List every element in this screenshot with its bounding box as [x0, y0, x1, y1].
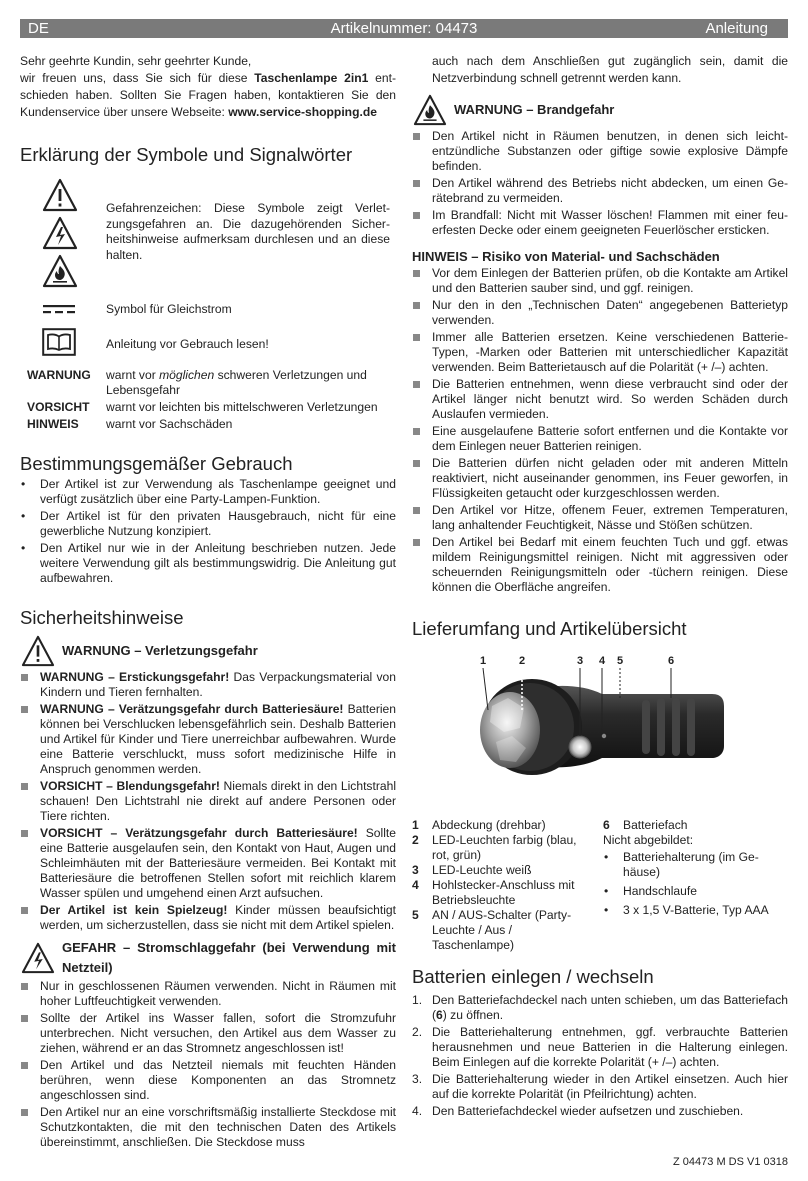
list-item: Die Batterien entnehmen, wenn diese verbraucht sind oder der Artikel länger nicht benutzt wird. So werden Schäden durch Auslaufen vermieden. — [412, 377, 788, 422]
list-item: • Der Artikel ist für den privaten Hausgebrauch, nicht für eine gewerbliche Nutzung konzipiert. — [20, 509, 396, 539]
item-text: Sollte eine Batterie ausgelaufen sein, den Kontakt von Haut, Augen und Schleimhäuten mit der Batteriesäure vermeiden. Bei Kontakt mit Batteriesäure die betroffenen Stellen sofort mit reichlich klarem Wasser spülen und umgehend einen Arzt aufsuchen. — [40, 826, 396, 900]
item-bold: Der Artikel ist kein Spielzeug! — [40, 903, 228, 917]
intro-paragraph — [20, 70, 396, 121]
safety-heading: Sicherheitshinweise — [20, 607, 184, 628]
signal-desc-italic: möglichen — [159, 368, 215, 382]
product-name: Taschenlampe 2in1 — [254, 71, 369, 85]
list-item: Den Artikel bei Bedarf mit einem feuchten Tuch und ggf. etwas mildem Reinigungsmittel reinigen. Nicht mit aggressiven oder scheuernden Reinigungsmitteln oder -tüchern reinigen. Diese können die Oberfläche angreifen. — [412, 535, 788, 595]
step-text: Die Batteriehalterung entnehmen, ggf. verbrauchte Batterien herausnehmen und neue Batterien in die Halterung einlegen. Beim Einlegen auf die korrekte Polarität (+ /–) achten. — [432, 1025, 788, 1069]
intro-text-1: wir freuen uns, dass Sie sich für diese — [20, 71, 255, 85]
electric-danger-header — [20, 939, 396, 977]
step-number: 4. — [412, 1104, 423, 1118]
dc-symbol-row — [20, 302, 396, 324]
item-bold: WARNUNG – Verätzungsgefahr durch Batteriesäure! — [40, 702, 344, 716]
list-item: Den Artikel und das Netzteil niemals mit feuchten Händen berühren, wenn diese Komponenten an das Stromnetz angeschlossen sind. — [20, 1058, 396, 1103]
left-column — [20, 53, 396, 1150]
list-item: Vor dem Einlegen der Batterien prüfen, ob die Kontakte am Artikel und den Batterien sauber sind, und ggf. reinigen. — [412, 266, 788, 296]
list-item: • Den Artikel nur wie in der Anleitung beschrieben nutzen. Jede weitere Verwendung gilt als bestimmungswidrig. Die Anleitung gut aufbewahren. — [20, 541, 396, 586]
dc-symbol-label: Symbol für Gleichstrom — [106, 302, 232, 316]
manual-symbol-label: Anleitung vor Gebrauch lesen! — [106, 337, 269, 351]
read-manual-icon — [42, 328, 76, 356]
part-label: Hohlstecker-Anschluss mit Betriebsleuchte — [432, 878, 575, 907]
list-item — [412, 1072, 788, 1102]
product-illustration — [412, 650, 788, 800]
item-text: Batterien können bei Verschlucken lebensgefährlich sein. Deshalb Batterien und Artikel für Kinder und Tiere unerreichbar aufbewahren. Wurde eine Batterie verschluckt, muss sofort medizinische Hilfe in Anspruch genommen werden. — [40, 702, 396, 776]
website-link[interactable]: www.service-shopping.de — [228, 105, 377, 119]
list-item — [20, 826, 396, 901]
callout-number: 6 — [668, 655, 675, 667]
injury-warning-title: WARNUNG – Verletzungsgefahr — [62, 643, 258, 658]
usage-heading: Bestimmungsgemäßer Gebrauch — [20, 453, 293, 474]
part-number: 5 — [412, 908, 419, 922]
list-item: Den Artikel nicht in Räumen benutzen, in denen sich leichtentzündliche Substanzen oder giftige sowie explosive Dämpfe befinden. — [412, 129, 788, 174]
fire-warning-list — [412, 129, 788, 238]
list-item — [412, 863, 597, 878]
not-shown-list — [603, 850, 788, 918]
part-label: Abdeckung (drehbar) — [432, 818, 546, 832]
signal-desc-post: schweren Verletzungen und Lebensgefahr — [106, 368, 367, 397]
part-6 — [603, 818, 788, 833]
parts-list-left — [412, 818, 597, 953]
intro-text-2: entschieden haben. Sollten Sie Fragen haben, kontaktieren Sie den Kundenservice über unsere Webseite: — [20, 71, 396, 119]
step-number: 2. — [412, 1025, 423, 1039]
usage-list — [20, 477, 396, 586]
parts-list — [412, 818, 788, 954]
list-item — [412, 993, 788, 1023]
callout-number: 3 — [577, 655, 584, 667]
hazard-symbol-description: Gefahrenzeichen: Diese Symbole zeigt Verletzungsgefahren an. Die dazugehörenden Sicherheitshinweise aufmerksam durchlesen und an diese halten. — [106, 201, 390, 262]
callout-number: 4 — [599, 655, 606, 667]
step-text: Den Batteriefachdeckel wieder aufsetzen und zuschieben. — [432, 1104, 744, 1118]
list-item — [412, 1104, 788, 1119]
contents-heading: Lieferumfang und Artikelübersicht — [412, 618, 687, 639]
list-item: Nur in geschlossenen Räumen verwenden. Nicht in Räumen mit hoher Luftfeuchtigkeit verwenden. — [20, 979, 396, 1009]
list-item: • Batteriehalterung (im Gehäuse) — [603, 850, 788, 880]
fire-warning-title: WARNUNG – Brandgefahr — [454, 102, 615, 117]
header-bar — [20, 19, 788, 38]
list-item: Immer alle Batterien ersetzen. Keine verschiedenen Batterie-Typen, -Marken oder Batterien mit unterschiedlicher Kapazität verwenden. Beim Batterietausch auf die Polarität (+ /–) achten. — [412, 330, 788, 375]
step-text: Den Batteriefachdeckel nach unten schieben, um das Batteriefach ( — [432, 993, 788, 1022]
battery-steps — [412, 993, 788, 1119]
list-item: Sollte der Artikel ins Wasser fallen, sofort die Stromzufuhr unterbrechen. Nicht versuchen, den Artikel aus dem Wasser zu ziehen, während er an das Stromnetz angeschlossen ist! — [20, 1011, 396, 1056]
part-number: 1 — [412, 818, 419, 832]
part-number: 2 — [412, 833, 419, 847]
not-shown-label: Nicht abgebildet: — [603, 833, 694, 847]
article-number: Artikelnummer: 04473 — [330, 20, 478, 37]
part-number: 4 — [412, 878, 419, 892]
step-number: 1. — [412, 993, 423, 1007]
part-number: 3 — [412, 863, 419, 877]
list-item — [412, 1025, 788, 1070]
list-item: Eine ausgelaufene Batterie sofort entfernen und die Kontakte vor dem Einlegen neuer Batterien reinigen. — [412, 424, 788, 454]
warning-triangle-icon — [20, 635, 56, 667]
fire-hazard-icon — [42, 254, 78, 288]
list-item: Den Artikel während des Betriebs nicht abdecken, um einen Gerätebrand zu vermeiden. — [412, 176, 788, 206]
callout-number: 1 — [480, 655, 487, 667]
list-item — [603, 818, 788, 833]
signal-word-row — [20, 417, 396, 434]
signal-word: WARNUNG — [27, 368, 91, 382]
parts-list-right — [603, 818, 788, 918]
list-item — [412, 908, 597, 953]
document-type: Anleitung — [705, 20, 768, 37]
list-item — [412, 878, 597, 908]
symbols-heading: Erklärung der Symbole und Signalwörter — [20, 144, 353, 165]
callout-number: 2 — [519, 655, 526, 667]
electric-hazard-icon — [42, 216, 78, 250]
part-label: LED-Leuchten farbig (blau, rot, grün) — [432, 833, 577, 862]
signal-word-description: warnt vor leichten bis mittelschweren Verletzungen — [106, 400, 378, 414]
item-text: Niemals direkt in den Lichtstrahl schauen! Den Lichtstrahl nie direkt auf andere Personen oder Tiere richten. — [40, 779, 397, 823]
step-bold: 6 — [436, 1008, 443, 1022]
signal-word: HINWEIS — [27, 417, 79, 431]
warning-triangle-icon — [42, 178, 78, 212]
signal-word: VORSICHT — [27, 400, 90, 414]
signal-word-description — [106, 368, 390, 398]
item-bold: VORSICHT – Verätzungsgefahr durch Batteriesäure! — [40, 826, 358, 840]
footer-code: Z 04473 M DS V1 0318 — [673, 1156, 788, 1168]
danger-continued-text: auch nach dem Anschließen gut zugänglich sein, damit die Netzverbindung schnell getrennt werden kann. — [432, 54, 788, 85]
hazard-symbols-block — [20, 178, 396, 296]
list-item: Im Brandfall: Nicht mit Wasser löschen! Flammen mit einer feuerfesten Decke oder einem geeigneten Feuerlöscher ersticken. — [412, 208, 788, 238]
electric-danger-list — [20, 979, 396, 1150]
flashlight-image — [412, 650, 788, 800]
item-text: Kinder müssen beaufsichtigt werden, um sicherzustellen, dass sie nicht mit dem Artikel spielen. — [40, 903, 396, 932]
item-bold: VORSICHT – Blendungsgefahr! — [40, 779, 220, 793]
step-number: 3. — [412, 1072, 423, 1086]
fire-hazard-icon — [412, 94, 448, 126]
injury-warning-header — [20, 634, 396, 668]
list-item: Den Artikel vor Hitze, offenem Feuer, extremen Temperaturen, lang anhaltender Feuchtigkeit, Nässe und Stößen schützen. — [412, 503, 788, 533]
part-label: LED-Leuchte weiß — [432, 863, 532, 877]
list-item: • Der Artikel ist zur Verwendung als Taschenlampe geeignet und verfügt zusätzlich über eine Party-Lampen-Funktion. — [20, 477, 396, 507]
list-item: • Handschlaufe — [603, 884, 788, 899]
step-text: Die Batteriehalterung wieder in den Artikel einsetzen. Auch hier auf die korrekte Polarität (in Pfeilrichtung) achten. — [432, 1072, 788, 1101]
signal-desc-pre: warnt vor — [106, 368, 160, 382]
signal-word-row — [20, 400, 396, 417]
signal-word-row — [20, 368, 396, 400]
list-item: Den Artikel nur an eine vorschriftsmäßig installierte Steckdose mit Schutzkontakten, die mit den technischen Daten des Artikels übereinstimmt, anschließen. Die Steckdose muss — [20, 1105, 396, 1150]
list-item: Nur den in den „Technischen Daten“ angegebenen Batterietyp verwenden. — [412, 298, 788, 328]
language-code: DE — [28, 20, 49, 37]
electric-danger-title: GEFAHR – Stromschlaggefahr (bei Verwendung mit Netzteil) — [62, 940, 396, 975]
injury-warning-list — [20, 670, 396, 933]
notice-list — [412, 266, 788, 595]
step-text-post: ) zu öffnen. — [442, 1008, 504, 1022]
list-item — [20, 702, 396, 777]
list-item — [412, 833, 597, 863]
item-bold: WARNUNG – Erstickungsgefahr! — [40, 670, 230, 684]
greeting: Sehr geehrte Kundin, sehr geehrter Kunde, — [20, 54, 252, 68]
right-column — [412, 53, 788, 1119]
fire-warning-header — [412, 91, 788, 129]
batteries-heading: Batterien einlegen / wechseln — [412, 966, 654, 987]
list-item — [20, 903, 396, 933]
item-text: Das Verpackungsmaterial von Kindern und Tieren fernhalten. — [40, 670, 396, 699]
list-item: • 3 x 1,5 V-Batterie, Typ AAA — [603, 903, 788, 918]
list-item — [20, 670, 396, 700]
callout-number: 5 — [617, 655, 624, 667]
part-label: Batteriefach — [623, 818, 688, 832]
list-item: Die Batterien dürfen nicht geladen oder mit anderen Mitteln reaktiviert, nicht auseinander genommen, ins Feuer geworfen, in Flüssigkeiten getaucht oder kurzgeschlossen werden. — [412, 456, 788, 501]
list-item — [20, 779, 396, 824]
direct-current-icon — [42, 304, 76, 316]
list-item — [412, 818, 597, 833]
notice-title: HINWEIS – Risiko von Material- und Sachschäden — [412, 249, 720, 264]
part-label: AN / AUS-Schalter (Party-Leuchte / Aus / Taschenlampe) — [432, 908, 572, 952]
part-number: 6 — [603, 818, 610, 832]
signal-words-table — [20, 368, 396, 434]
signal-word-description: warnt vor Sachschäden — [106, 417, 233, 431]
electric-hazard-icon — [20, 942, 56, 974]
manual-symbol-row — [20, 328, 396, 364]
